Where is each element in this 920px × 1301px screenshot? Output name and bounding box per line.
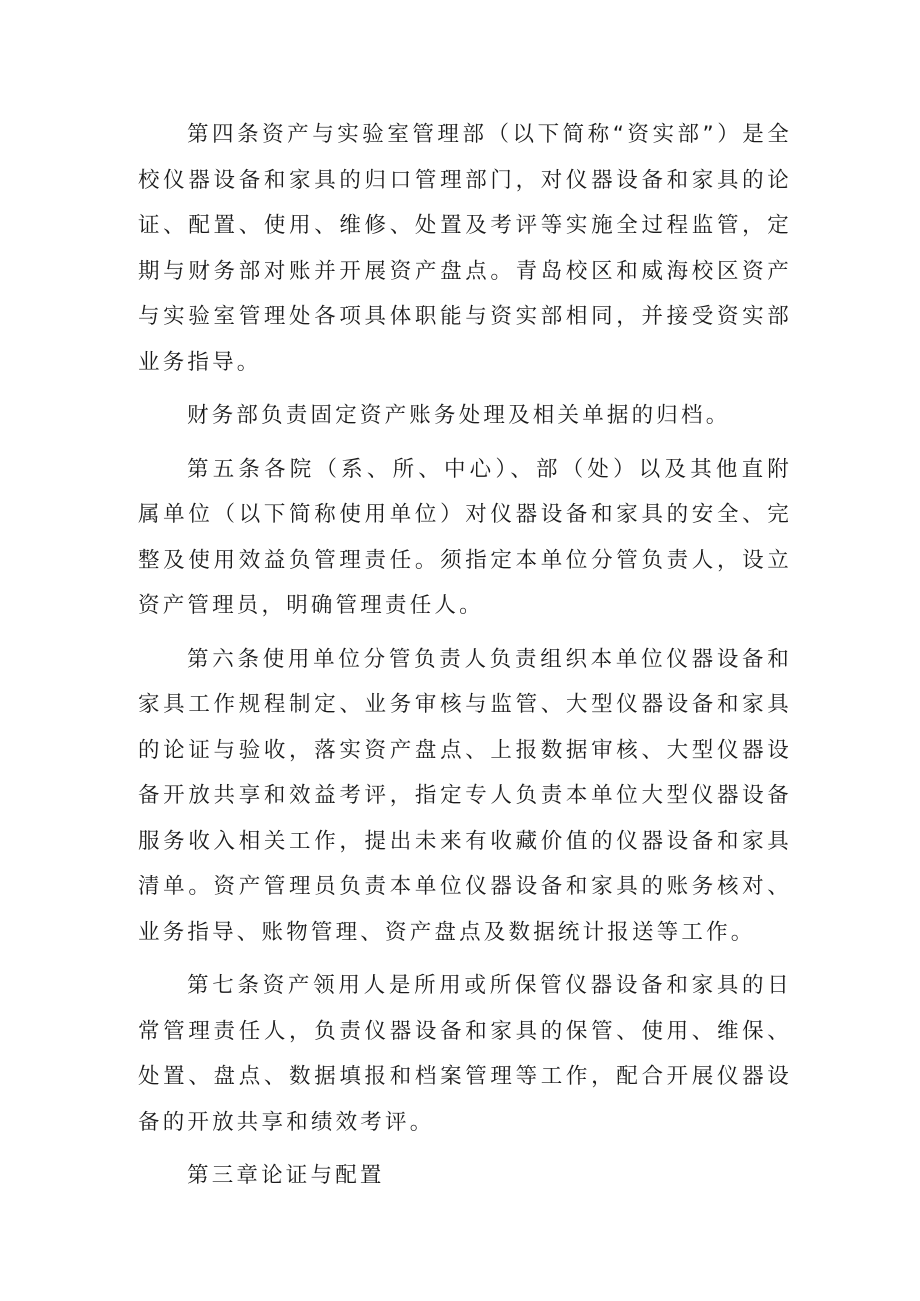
paragraph-article-7: 第七条资产领用人是所用或所保管仪器设备和家具的日常管理责任人，负责仪器设备和家具的保管、使用、维保、处置、盘点、数据填报和档案管理等工作，配合开展仪器设备的开放共享和绩效考评。	[138, 973, 792, 1135]
paragraph-article-6: 第六条使用单位分管负责人负责组织本单位仪器设备和家具工作规程制定、业务审核与监管、大型仪器设备和家具的论证与验收，落实资产盘点、上报数据审核、大型仪器设备开放共享和效益考评，指定专人负责本单位大型仪器设备服务收入相关工作，提出未来有收藏价值的仪器设备和家具清单。资产管理员负责本单位仪器设备和家具的账务核对、业务指导、账物管理、资产盘点及数据统计报送等工作。	[138, 646, 792, 945]
paragraph-finance-dept: 财务部负责固定资产账务处理及相关单据的归档。	[187, 403, 731, 428]
paragraph-article-5: 第五条各院（系、所、中心）、部（处）以及其他直附属单位（以下简称使用单位）对仪器设备和家具的安全、完整及使用效益负管理责任。须指定本单位分管负责人，设立资产管理员，明确管理责任人。	[138, 456, 792, 618]
chapter-heading: 第三章论证与配置	[187, 1163, 385, 1188]
document-body	[138, 112, 792, 1207]
paragraph-article-4: 第四条资产与实验室管理部（以下简称“资实部”）是全校仪器设备和家具的归口管理部门，对仪器设备和家具的论证、配置、使用、维修、处置及考评等实施全过程监管，定期与财务部对账并开展资产盘点。青岛校区和威海校区资产与实验室管理处各项具体职能与资实部相同，并接受资实部业务指导。	[138, 122, 792, 375]
